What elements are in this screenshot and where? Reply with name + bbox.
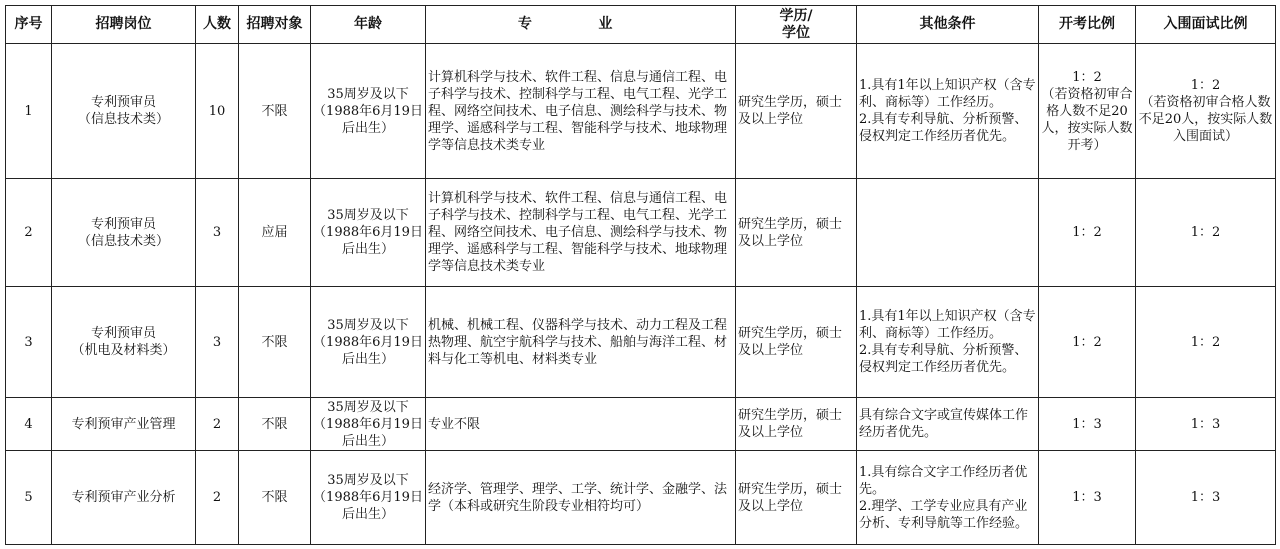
cell-interview-ratio: 1：2 — [1136, 287, 1276, 398]
table-row — [6, 179, 1276, 287]
cell-target: 不限 — [239, 451, 311, 545]
cell-count: 3 — [196, 287, 239, 398]
cell-interview-ratio: 1：2 （若资格初审合格人数不足20人，按实际人数入围面试） — [1136, 44, 1276, 179]
cell-age: 35周岁及以下 （1988年6月19日 后出生） — [311, 451, 426, 545]
cell-exam-ratio: 1：2 （若资格初审合格人数不足20人，按实际人数开考） — [1039, 44, 1136, 179]
cell-target: 不限 — [239, 287, 311, 398]
header-target: 招聘对象 — [239, 6, 311, 44]
cell-count: 2 — [196, 451, 239, 545]
cell-index: 3 — [6, 287, 52, 398]
cell-count: 2 — [196, 398, 239, 451]
header-interview-ratio: 入围面试比例 — [1136, 6, 1276, 44]
cell-exam-ratio: 1：2 — [1039, 287, 1136, 398]
header-row — [6, 6, 1276, 44]
cell-other: 1.具有1年以上知识产权（含专利、商标等）工作经历。 2.具有专利导航、分析预警、侵权判定工作经历者优先。 — [857, 44, 1039, 179]
cell-position: 专利预审产业管理 — [52, 398, 196, 451]
cell-degree: 研究生学历，硕士及以上学位 — [736, 398, 857, 451]
cell-index: 5 — [6, 451, 52, 545]
cell-exam-ratio: 1：3 — [1039, 451, 1136, 545]
cell-major: 计算机科学与技术、软件工程、信息与通信工程、电子科学与技术、控制科学与工程、电气工程、光学工程、网络空间技术、电子信息、测绘科学与技术、物理学、遥感科学与工程、智能科学与技术、地球物理学等信息技术类专业 — [426, 179, 736, 287]
cell-target: 应届 — [239, 179, 311, 287]
cell-exam-ratio: 1：2 — [1039, 179, 1136, 287]
cell-interview-ratio: 1：2 — [1136, 179, 1276, 287]
table-row — [6, 44, 1276, 179]
cell-position: 专利预审员 （机电及材料类） — [52, 287, 196, 398]
cell-major: 机械、机械工程、仪器科学与技术、动力工程及工程热物理、航空宇航科学与技术、船舶与海洋工程、材料与化工等机电、材料类专业 — [426, 287, 736, 398]
header-exam-ratio: 开考比例 — [1039, 6, 1136, 44]
cell-degree: 研究生学历，硕士及以上学位 — [736, 44, 857, 179]
cell-target: 不限 — [239, 398, 311, 451]
cell-position: 专利预审员 （信息技术类） — [52, 44, 196, 179]
cell-major: 经济学、管理学、理学、工学、统计学、金融学、法学（本科或研究生阶段专业相符均可） — [426, 451, 736, 545]
cell-degree: 研究生学历，硕士及以上学位 — [736, 451, 857, 545]
header-major: 专 业 — [426, 6, 736, 44]
cell-major: 专业不限 — [426, 398, 736, 451]
cell-other: 1.具有1年以上知识产权（含专利、商标等）工作经历。 2.具有专利导航、分析预警、侵权判定工作经历者优先。 — [857, 287, 1039, 398]
cell-age: 35周岁及以下 （1988年6月19日 后出生） — [311, 287, 426, 398]
cell-count: 10 — [196, 44, 239, 179]
cell-other: 1.具有综合文字工作经历者优先。 2.理学、工学专业应具有产业分析、专利导航等工作经验。 — [857, 451, 1039, 545]
header-count: 人数 — [196, 6, 239, 44]
cell-age: 35周岁及以下 （1988年6月19日 后出生） — [311, 179, 426, 287]
cell-index: 1 — [6, 44, 52, 179]
cell-other — [857, 179, 1039, 287]
cell-other: 具有综合文字或宣传媒体工作经历者优先。 — [857, 398, 1039, 451]
cell-exam-ratio: 1：3 — [1039, 398, 1136, 451]
header-index: 序号 — [6, 6, 52, 44]
cell-age: 35周岁及以下 （1988年6月19日 后出生） — [311, 44, 426, 179]
cell-index: 2 — [6, 179, 52, 287]
cell-age: 35周岁及以下 （1988年6月19日 后出生） — [311, 398, 426, 451]
header-age: 年龄 — [311, 6, 426, 44]
cell-count: 3 — [196, 179, 239, 287]
cell-index: 4 — [6, 398, 52, 451]
header-other: 其他条件 — [857, 6, 1039, 44]
header-degree: 学历/ 学位 — [736, 6, 857, 44]
table-row — [6, 398, 1276, 451]
cell-major: 计算机科学与技术、软件工程、信息与通信工程、电子科学与技术、控制科学与工程、电气工程、光学工程、网络空间技术、电子信息、测绘科学与技术、物理学、遥感科学与工程、智能科学与技术、地球物理学等信息技术类专业 — [426, 44, 736, 179]
cell-degree: 研究生学历，硕士及以上学位 — [736, 179, 857, 287]
table-row — [6, 451, 1276, 545]
cell-interview-ratio: 1：3 — [1136, 398, 1276, 451]
cell-target: 不限 — [239, 44, 311, 179]
cell-position: 专利预审产业分析 — [52, 451, 196, 545]
recruitment-table — [5, 5, 1276, 545]
cell-interview-ratio: 1：3 — [1136, 451, 1276, 545]
cell-position: 专利预审员 （信息技术类） — [52, 179, 196, 287]
table-row — [6, 287, 1276, 398]
header-position: 招聘岗位 — [52, 6, 196, 44]
cell-degree: 研究生学历，硕士及以上学位 — [736, 287, 857, 398]
